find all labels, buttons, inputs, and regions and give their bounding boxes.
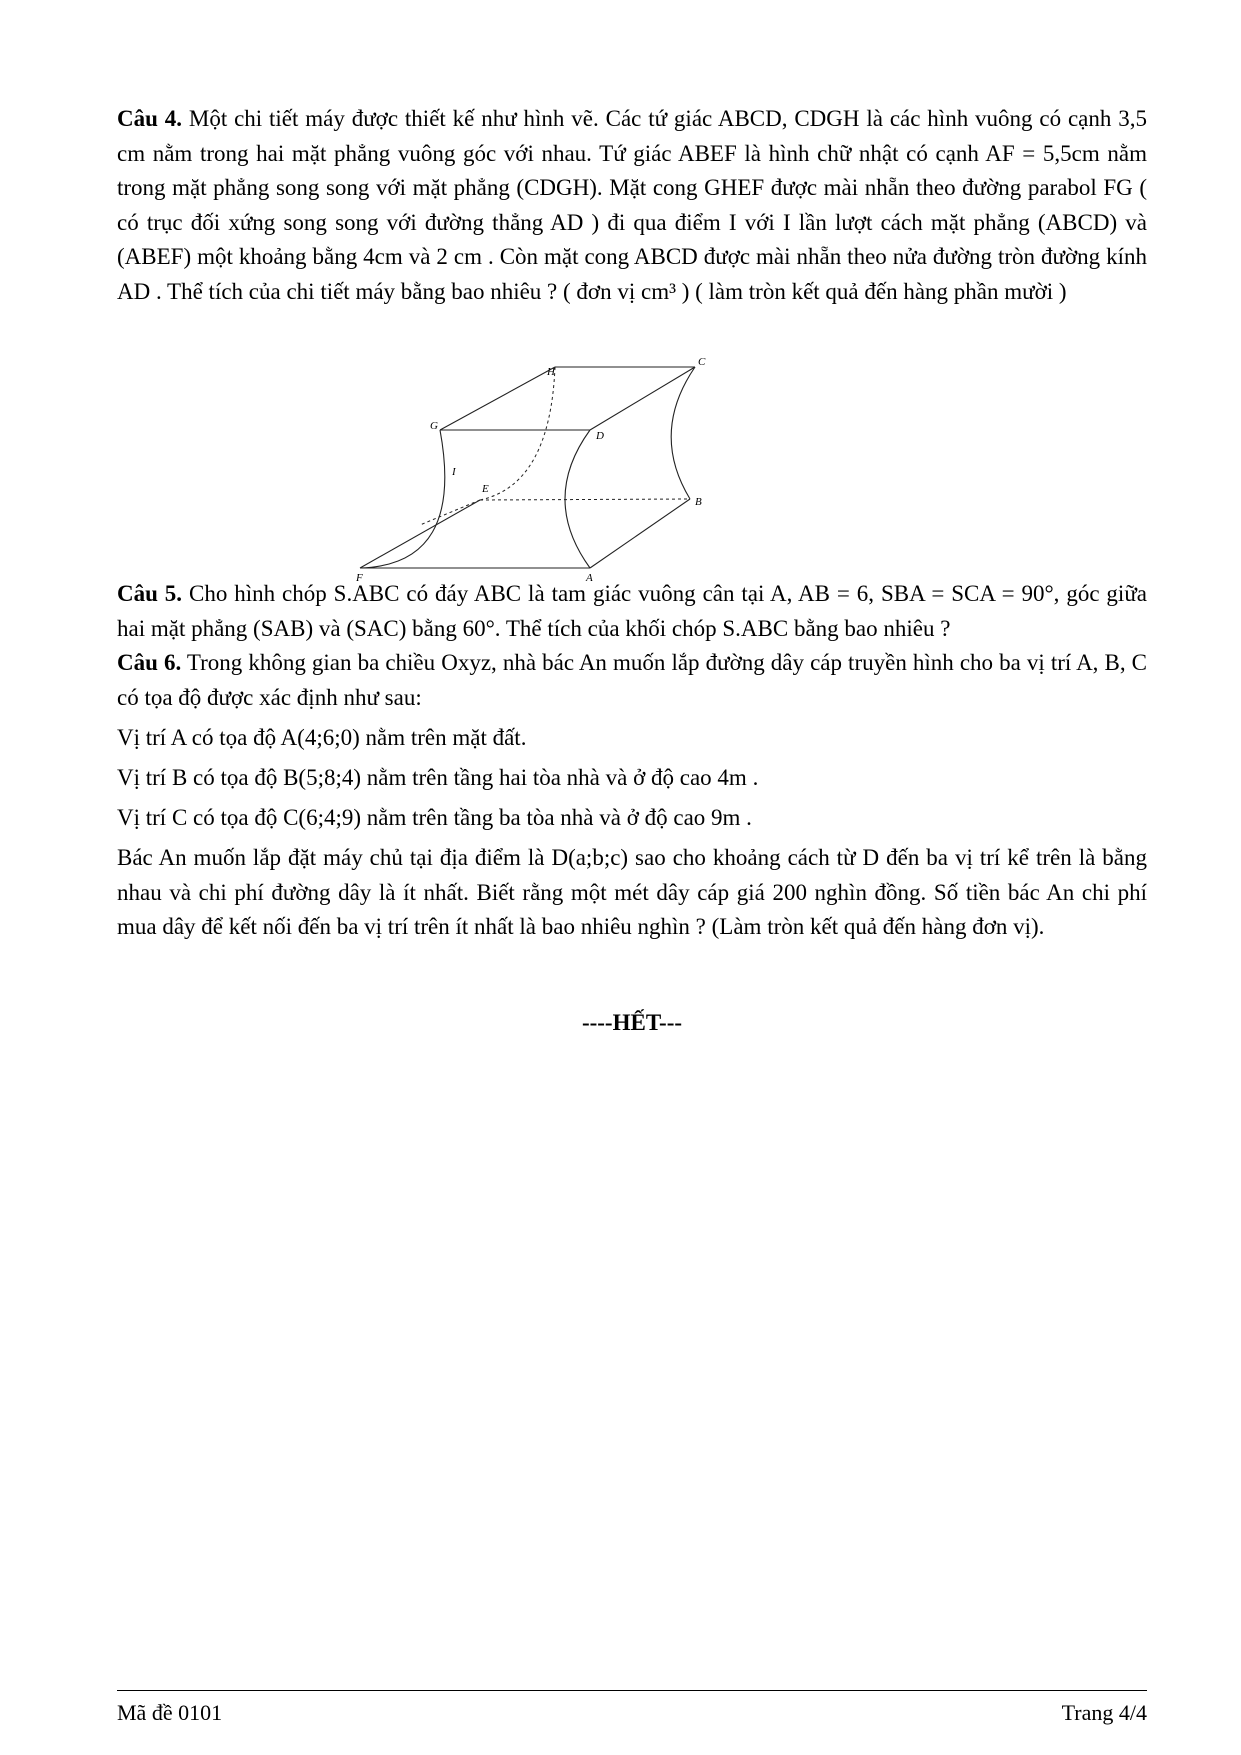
edge-ef-hidden (420, 500, 480, 525)
label-c: C (698, 356, 706, 368)
question-6-position-b: Vị trí B có tọa độ B(5;8;4) nằm trên tầng hai tòa nhà và ở độ cao 4m . (117, 765, 759, 790)
label-e: E (482, 483, 489, 495)
question-6-position-a: Vị trí A có tọa độ A(4;6;0) nằm trên mặt đất. (117, 725, 527, 750)
label-h: H (547, 366, 555, 378)
label-d: D (596, 430, 604, 442)
exam-code: Mã đề 0101 (117, 1700, 223, 1725)
question-6-question: Bác An muốn lắp đặt máy chủ tại địa điểm là D(a;b;c) sao cho khoảng cách từ D đến ba vị trí kể trên là bằng nhau và chi phí đường dây là ít nhất. Biết rằng một mét dây cáp giá 200 nghìn đồng. Số tiền bác An chi phí mua dây để kết nối đến ba vị trí trên ít nhất là bao nhiêu nghìn ? (Làm tròn kết quả đến hàng đơn vị). (117, 845, 1147, 939)
edge-ab (590, 499, 690, 568)
question-5-label: Câu 5. (117, 581, 183, 606)
label-a: A (586, 572, 593, 584)
question-6-intro-text: Trong không gian ba chiều Oxyz, nhà bác An muốn lắp đường dây cáp truyền hình cho ba vị trí A, B, C có tọa độ được xác định như sau: (117, 650, 1147, 710)
question-4 (117, 102, 1147, 309)
question-6-position-c: Vị trí C có tọa độ C(6;4;9) nằm trên tầng ba tòa nhà và ở độ cao 9m . (117, 805, 752, 830)
question-4-text: Một chi tiết máy được thiết kế như hình vẽ. Các tứ giác ABCD, CDGH là các hình vuông có cạnh 3,5 cm nằm trong hai mặt phẳng vuông góc với nhau. Tứ giác ABEF là hình chữ nhật có cạnh AF = 5,5cm nằm trong mặt phẳng song song với mặt phẳng (CDGH). Mặt cong GHEF được mài nhẵn theo đường parabol FG ( có trục đối xứng song song với đường thẳng AD ) đi qua điểm I với I lần lượt cách mặt phẳng (ABCD) và (ABEF) một khoảng bằng 4cm và 2 cm . Còn mặt cong ABCD được mài nhẵn theo nửa đường tròn đường kính AD . Thể tích của chi tiết máy bằng bao nhiêu ? ( đơn vị cm³ ) ( làm tròn kết quả đến hàng phần mười ) (117, 106, 1147, 304)
question-5-text: Cho hình chóp S.ABC có đáy ABC là tam giác vuông cân tại A, AB = 6, SBA = SCA = 90°, góc giữa hai mặt phẳng (SAB) và (SAC) bằng 60°. Thể tích của khối chóp S.ABC bằng bao nhiêu ? (117, 581, 1148, 641)
question-6-intro (117, 646, 1147, 715)
question-4-label: Câu 4. (117, 106, 183, 131)
edge-eb-hidden (480, 499, 690, 500)
end-mark: ----HẾT--- (581, 1010, 683, 1035)
footer-divider (117, 1690, 1147, 1691)
label-i: I (452, 466, 456, 478)
page-number: Trang 4/4 (1061, 1700, 1147, 1725)
question-6-label: Câu 6. (117, 650, 182, 675)
label-b: B (695, 496, 702, 508)
label-g: G (430, 420, 438, 432)
label-f: F (356, 572, 363, 584)
arc-ad (565, 430, 590, 568)
machine-part-figure (356, 356, 810, 650)
machine-part-diagram (356, 356, 810, 650)
